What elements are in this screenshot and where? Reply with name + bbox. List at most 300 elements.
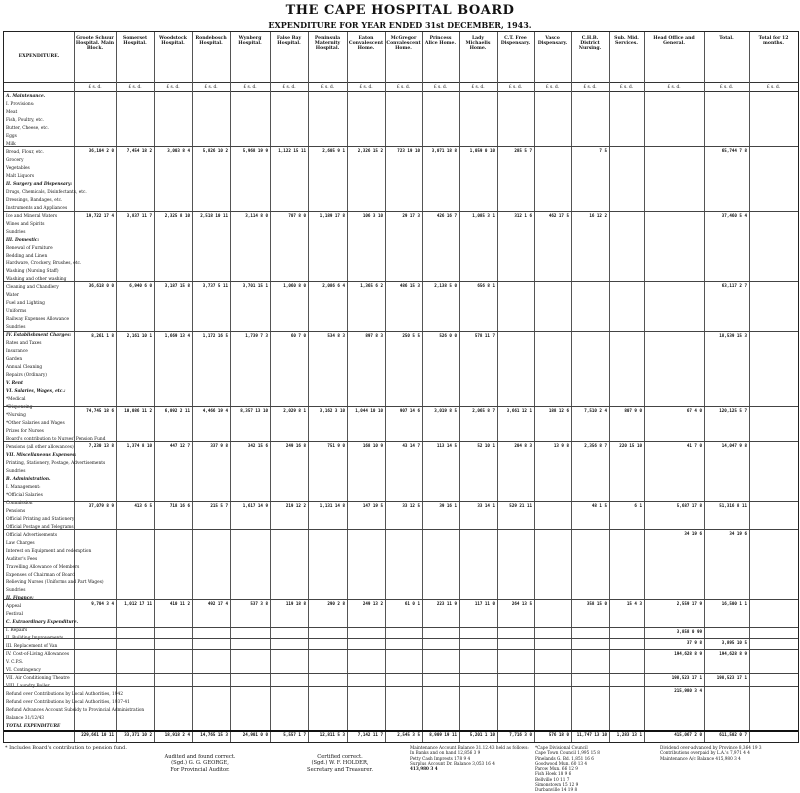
subtotal-cell: 1,283 13 1 <box>616 732 642 737</box>
subtotal-cell: 61 0 1 <box>404 601 420 606</box>
subtotal-cell: 34 19 6 <box>684 531 702 536</box>
subtotal-cell: 41 7 0 <box>686 443 702 448</box>
row-label: Interest on Equipment and redemption <box>6 548 92 554</box>
subtotal-cell: 413 6 5 <box>134 503 152 508</box>
balance-note-item: Surplus Account Dr. Balance 3,053 16 4 <box>410 760 495 766</box>
column-divider <box>308 32 309 742</box>
subtotal-rule <box>4 501 798 502</box>
column-header: Vasco Dispensary. <box>537 36 568 47</box>
subtotal-cell: 447 12 7 <box>169 443 190 448</box>
unit-label: £ s. d. <box>471 85 485 90</box>
column-header: Total for 12 months. <box>758 36 789 47</box>
row-label: Festival <box>6 612 23 618</box>
subtotal-cell: 1,172 16 5 <box>202 333 228 338</box>
subtotal-cell: 537 3 8 <box>250 601 268 606</box>
subtotal-cell: 74,745 18 6 <box>86 408 114 413</box>
row-label: IV. Establishment Charges: <box>6 333 72 339</box>
unit-label: £ s. d. <box>667 85 681 90</box>
subtotal-cell: 119 18 8 <box>285 601 306 606</box>
right-notes <box>660 745 795 761</box>
certified-block <box>275 754 405 773</box>
row-label: Official Advertisements <box>6 532 58 538</box>
row-label: Washing and other washing <box>6 277 67 283</box>
cpd-note-item: Simonstown 15 12 9 <box>535 782 579 788</box>
subtotal-cell: 2,559 17 9 <box>676 601 702 606</box>
row-label: Law Charges <box>6 540 35 546</box>
row-label: Fuel and Lighting <box>6 301 45 307</box>
column-divider <box>459 32 460 742</box>
subtotal-cell: 718 16 6 <box>169 503 190 508</box>
subtotal-cell: 198,523 17 1 <box>716 675 747 680</box>
row-label: A. Maintenance. <box>6 94 46 99</box>
row-label: Repairs (Ordinary) <box>6 373 47 379</box>
row-label: *Official Salaries <box>6 492 43 498</box>
unit-label: £ s. d. <box>88 85 102 90</box>
subtotal-cell: 106 3 10 <box>362 213 383 218</box>
column-divider <box>74 32 75 742</box>
row-label: III. Domestic: <box>6 237 40 243</box>
subtotal-cell: 1,059 0 10 <box>469 148 495 153</box>
column-header: C.H.B. District Nursing. <box>578 36 602 52</box>
row-label: Butter, Cheese, etc. <box>6 125 49 131</box>
right-note-line-3: Maintenance A/c Balance 415,980 3 4 <box>660 755 741 761</box>
subtotal-cell: 33 12 5 <box>402 503 420 508</box>
subtotal-cell: 1,669 13 4 <box>164 333 190 338</box>
column-header: McGregor Convalescent Home. <box>386 36 421 52</box>
unit-label: £ s. d. <box>204 85 218 90</box>
row-label: Sundries <box>6 588 26 594</box>
subtotal-rule <box>4 281 798 282</box>
column-header: EXPENDITURE. <box>18 54 60 59</box>
subtotal-cell: 807 9 0 <box>624 408 642 413</box>
subtotal-cell: 1,131 14 8 <box>319 503 345 508</box>
row-label: Malt Liquors <box>6 173 35 179</box>
subtotal-cell: 3,837 11 7 <box>126 213 152 218</box>
subtotal-cell: 36,104 2 0 <box>88 148 114 153</box>
column-divider <box>497 32 498 742</box>
column-divider <box>749 32 750 742</box>
subtotal-cell: 8,357 13 10 <box>240 408 268 413</box>
row-label: V. Rent <box>6 381 23 387</box>
subtotal-cell: 312 1 6 <box>514 213 532 218</box>
balance-note-item: In Banks and on hand 12,856 3 9 <box>410 750 481 756</box>
subtotal-cell: 534 8 3 <box>327 333 345 338</box>
row-label: *Other Salaries and Wages <box>6 420 65 426</box>
row-label: Pensions (all other allowances) <box>6 444 74 450</box>
row-label: Sundries <box>6 468 26 474</box>
right-note-line-1: Dividend over-advanced by Province 8,364 19 3 <box>660 745 762 750</box>
column-header: Lady Michaelis Home. <box>465 36 491 52</box>
subtotal-cell: 529 21 11 <box>509 503 532 508</box>
audit-line-3: For Provincial Auditor. <box>170 766 230 773</box>
subtotal-cell: 2,325 8 10 <box>164 213 190 218</box>
subtotal-cell: 1,085 3 1 <box>472 213 495 218</box>
subtotal-cell: 13 9 8 <box>553 443 569 448</box>
column-divider <box>385 32 386 742</box>
row-label: Balance 31/12/43 <box>6 716 45 722</box>
row-label: Appeal <box>6 604 22 610</box>
unit-label: £ s. d. <box>719 85 734 90</box>
certified-line-3: Secretary and Treasurer. <box>307 766 373 773</box>
subtotal-cell: 6,092 2 11 <box>164 408 190 413</box>
unit-label: £ s. d. <box>508 85 523 90</box>
subtotal-cell: 4,466 19 4 <box>202 408 228 413</box>
row-label: Sundries <box>6 325 26 331</box>
subtotal-cell: 168 10 9 <box>362 443 383 448</box>
subtotal-cell: 1,365 6 2 <box>360 283 383 288</box>
subtotal-cell: 1,012 17 11 <box>124 601 152 606</box>
row-label: Relieving Nurses (Uniforms and Part Wages) <box>6 580 104 586</box>
subtotal-cell: 358 15 0 <box>586 601 607 606</box>
column-divider <box>116 32 117 742</box>
subtotal-cell: 1,189 17 8 <box>319 213 345 218</box>
row-label: VII. Air Conditioning Theatre <box>6 676 70 682</box>
row-label: Grocery <box>6 157 24 163</box>
unit-label: £ s. d. <box>766 85 781 90</box>
column-header: False Bay Hospital. <box>276 36 302 47</box>
subtotal-cell: 526 0 0 <box>439 333 457 338</box>
row-label: Printing, Stationery, Postage, Advertisements <box>6 460 106 466</box>
cpd-note-item: Parow Mun. 66 12 9 <box>535 766 578 772</box>
balance-note-title: Maintenance Account Balance 31.12.43 held as follows: <box>410 745 529 750</box>
subtotal-cell: 249 16 8 <box>285 443 306 448</box>
right-note-line-2: Contributions overpaid by L.A.'s 7,971 4 4 <box>660 750 750 756</box>
row-label: Annual Cleaning <box>6 365 43 371</box>
subtotal-cell: 16 12 2 <box>589 213 607 218</box>
subtotal-cell: 6,940 6 0 <box>129 283 152 288</box>
subtotal-cell: 290 2 8 <box>327 601 345 606</box>
subtotal-cell: 194,628 8 9 <box>719 651 747 656</box>
cpd-note-item: Durbanville 14 19 8 <box>535 787 578 793</box>
row-label: Travelling Allowance of Members <box>6 564 80 570</box>
page-subtitle: EXPENDITURE FOR YEAR ENDED 31st DECEMBER, 1943. <box>268 20 532 30</box>
cpd-note-title: *Cape Divisional Council <box>535 745 588 750</box>
row-label: Hardware, Crockery, Brushes, etc. <box>6 261 82 267</box>
row-label: Bread, Flour, etc. <box>6 149 44 155</box>
subtotal-cell: 65,744 7 8 <box>721 148 747 153</box>
subtotal-cell: 188 12 6 <box>548 408 569 413</box>
row-label: II. Surgery and Dispensary: <box>6 181 73 187</box>
row-label: TOTAL EXPENDITURE <box>6 724 61 730</box>
column-divider <box>571 32 572 742</box>
column-divider <box>230 32 231 742</box>
unit-label: £ s. d. <box>359 85 373 90</box>
unit-label: £ s. d. <box>396 85 411 90</box>
row-label: Water <box>6 293 19 299</box>
subtotal-cell: 18,539 15 3 <box>719 333 747 338</box>
column-header: Peninsula Maternity Hospital. <box>314 36 341 52</box>
audit-block <box>130 754 270 773</box>
page-title: THE CAPE HOSPITAL BOARD <box>285 3 515 18</box>
subtotal-cell: 3,114 8 0 <box>245 213 268 218</box>
subtotal-cell: 897 8 3 <box>365 333 383 338</box>
row-label: *Medical <box>6 397 26 403</box>
subtotal-rule <box>4 406 798 407</box>
subtotal-cell: 7,142 11 7 <box>357 732 383 737</box>
row-label: Expenses of Chairman of Board <box>6 572 75 578</box>
subtotal-cell: 249 13 2 <box>362 601 383 606</box>
subtotal-cell: 14,047 9 8 <box>721 443 747 448</box>
subtotal-cell: 204 8 3 <box>514 443 532 448</box>
subtotal-cell: 7,510 2 4 <box>584 408 607 413</box>
unit-label: £ s. d. <box>320 85 335 90</box>
column-header: Wynberg Hospital. <box>238 36 262 47</box>
subtotal-cell: 264 13 5 <box>511 601 532 606</box>
subtotal-cell: 9,704 3 4 <box>91 601 114 606</box>
subtotal-cell: 7,230 13 8 <box>88 443 114 448</box>
subtotal-cell: 5,201 1 10 <box>469 732 495 737</box>
subtotal-cell: 3,187 15 8 <box>164 283 190 288</box>
subtotal-cell: 611,502 0 7 <box>719 732 747 737</box>
subtotal-cell: 3,737 5 11 <box>202 283 228 288</box>
column-divider <box>192 32 193 742</box>
row-label: Washing (Nursing Staff) <box>6 269 59 275</box>
row-label: VIII. Laundry Boiler <box>6 684 50 690</box>
subtotal-cell: 33,371 10 2 <box>124 732 152 737</box>
row-label: IV. Cost-of-Living Allowances <box>6 652 70 658</box>
subtotal-cell: 415,067 2 0 <box>674 732 702 737</box>
column-header: Groote Schuur Hospital. Main Block. <box>75 36 115 52</box>
row-label: I. Management: <box>6 484 41 490</box>
subtotal-cell: 43 14 7 <box>402 443 420 448</box>
subtotal-rule <box>4 146 798 147</box>
subtotal-cell: 7,716 3 0 <box>509 732 532 737</box>
column-header: Princess Alice Home. <box>424 36 457 47</box>
subtotal-cell: 723 19 10 <box>397 148 420 153</box>
row-label: VII. Miscellaneous Expenses: <box>6 452 77 458</box>
subtotal-cell: 147 19 5 <box>362 503 383 508</box>
subtotal-cell: 285 5 7 <box>514 148 532 153</box>
column-divider <box>270 32 271 742</box>
column-header: Head Office and General. <box>653 36 695 47</box>
row-label: Refund over Contributions by Local Authorities, 1942 <box>6 692 123 698</box>
row-label: VI. Contingency <box>6 668 41 674</box>
row-label: Uniforms <box>6 309 27 315</box>
subtotal-rule <box>4 441 798 442</box>
row-label: Auditor's Fees <box>6 556 38 562</box>
subtotal-rule <box>4 331 798 332</box>
unit-label: £ s. d. <box>545 85 560 90</box>
row-label: Pensions <box>6 508 26 514</box>
subtotal-rule <box>4 529 798 530</box>
row-label: Garden <box>6 357 23 363</box>
unit-label: £ s. d. <box>282 85 296 90</box>
row-label: Instruments and Appliances <box>6 205 68 211</box>
subtotal-cell: 36,618 0 0 <box>88 283 114 288</box>
subtotal-cell: 7 5 <box>599 148 607 153</box>
cpd-note-item: Fish Hoek 18 9 6 <box>535 771 572 777</box>
subtotal-cell: 37,079 8 9 <box>88 503 114 508</box>
row-label: Refund Advances Account Subsidy to Provincial Administration <box>6 708 145 714</box>
unit-label: £ s. d. <box>583 85 597 90</box>
subtotal-cell: 5,826 10 2 <box>202 148 228 153</box>
subtotal-cell: 16,500 1 1 <box>721 601 747 606</box>
column-divider <box>534 32 535 742</box>
row-label: I. Provisions: <box>6 101 35 107</box>
subtotal-cell: 11,747 13 10 <box>576 732 607 737</box>
unit-label: £ s. d. <box>619 85 634 90</box>
subtotal-cell: 7,454 18 2 <box>126 148 152 153</box>
row-label: Bedding and Linen <box>6 253 48 259</box>
subtotal-cell: 215,980 3 4 <box>674 688 702 693</box>
balance-note-item: Petty Cash Imprests 178 9 4 <box>410 755 471 761</box>
subtotal-cell: 337 9 8 <box>210 443 228 448</box>
unit-divider <box>4 91 798 92</box>
subtotal-cell: 37,460 5 4 <box>721 213 747 218</box>
cpd-note-item: Goodwood Mun. 60 13 4 <box>535 760 588 766</box>
column-header: C.T. Free Dispensary. <box>500 36 531 47</box>
subtotal-cell: 1,060 8 0 <box>283 283 306 288</box>
column-header: Rondebosch Hospital. <box>195 36 227 47</box>
subtotal-cell: 492 17 4 <box>207 601 228 606</box>
subtotal-cell: 198,523 17 1 <box>671 675 702 680</box>
column-divider <box>422 32 423 742</box>
row-label: Vegetables <box>6 165 30 171</box>
subtotal-cell: 410 11 2 <box>169 601 190 606</box>
subtotal-cell: 15 4 3 <box>626 601 642 606</box>
row-label: II. Finance: <box>6 596 34 602</box>
subtotal-cell: 1,122 15 11 <box>278 148 306 153</box>
row-label: V. C.P.S. <box>6 660 24 666</box>
row-label: Railway Expenses Allowance <box>6 317 70 323</box>
subtotal-cell: 486 15 3 <box>399 283 420 288</box>
subtotal-cell: 3,895 10 5 <box>721 640 747 645</box>
subtotal-rule <box>4 673 798 674</box>
unit-label: £ s. d. <box>433 85 448 90</box>
row-label: Ice and Mineral Waters <box>6 213 58 219</box>
row-label: Wines and Spirits <box>6 221 45 227</box>
subtotal-rule <box>4 211 798 212</box>
subtotal-cell: 223 11 9 <box>436 601 457 606</box>
subtotal-cell: 52 10 1 <box>477 443 495 448</box>
subtotal-cell: 6 1 <box>634 503 642 508</box>
cpd-note-item: Pinelands G. Bd. 1,851 16 6 <box>535 755 594 761</box>
subtotal-cell: 2,326 15 2 <box>357 148 383 153</box>
subtotal-cell: 18,918 2 4 <box>164 732 190 737</box>
subtotal-cell: 12,811 5 3 <box>319 732 345 737</box>
row-label: Meat <box>6 109 18 115</box>
subtotal-rule <box>4 627 798 628</box>
subtotal-cell: 426 16 7 <box>436 213 457 218</box>
subtotal-cell: 219 12 2 <box>285 503 306 508</box>
subtotal-cell: 8,909 19 11 <box>429 732 457 737</box>
row-label: Insurance <box>6 349 28 355</box>
subtotal-cell: 1,374 8 10 <box>126 443 152 448</box>
subtotal-cell: 2,605 9 1 <box>322 148 345 153</box>
subtotal-cell: 5,968 19 9 <box>242 148 268 153</box>
subtotal-cell: 462 17 5 <box>548 213 569 218</box>
cpd-note-item: Bellville 10 11 7 <box>535 776 570 782</box>
subtotal-cell: 2,065 8 7 <box>472 408 495 413</box>
subtotal-cell: 5,687 17 8 <box>676 503 702 508</box>
row-label: B. Administration. <box>6 476 51 482</box>
column-divider <box>154 32 155 742</box>
subtotal-cell: 2,518 10 11 <box>200 213 228 218</box>
subtotal-cell: 10,086 11 2 <box>124 408 152 413</box>
subtotal-cell: 29 17 3 <box>402 213 420 218</box>
row-label: Official Printing and Stationery <box>6 516 75 522</box>
row-label: I. Repairs <box>6 628 28 634</box>
balance-note <box>410 745 530 771</box>
unit-label: £ s. d. <box>128 85 142 90</box>
unit-label: £ s. d. <box>166 85 180 90</box>
subtotal-cell: 2,161 10 1 <box>126 333 152 338</box>
row-label: Refund over Contributions by Local Authorities, 1937-41 <box>6 700 130 706</box>
subtotal-cell: 120,125 5 7 <box>719 408 747 413</box>
row-label: C. Extraordinary Expenditure. <box>6 620 79 626</box>
row-label: Commission <box>6 500 33 506</box>
row-label: Sundries <box>6 229 26 235</box>
subtotal-cell: 63,117 2 7 <box>721 283 747 288</box>
subtotal-cell: 250 5 5 <box>402 333 420 338</box>
row-label: Cleaning and Chandlery <box>6 285 59 291</box>
subtotal-cell: 19,722 17 4 <box>86 213 114 218</box>
subtotal-cell: 3,019 8 5 <box>434 408 457 413</box>
subtotal-cell: 24,901 0 0 <box>242 732 268 737</box>
subtotal-cell: 5,557 1 7 <box>283 732 306 737</box>
unit-label: £ s. d. <box>243 85 257 90</box>
row-label: Board's contribution to Nurses' Pension Fund <box>6 436 106 442</box>
row-label: III. Replacement of Van <box>6 644 58 650</box>
certified-line-2: (Sgd.) W. F. HOLDER, <box>311 760 369 767</box>
subtotal-cell: 1,739 7 3 <box>245 333 268 338</box>
row-label: Rates and Taxes <box>6 341 42 347</box>
subtotal-cell: 2,545 3 5 <box>397 732 420 737</box>
subtotal-cell: 34 19 6 <box>729 531 747 536</box>
subtotal-cell: 578 11 7 <box>474 333 495 338</box>
subtotal-cell: 707 8 0 <box>288 213 306 218</box>
row-label: *Nursing <box>6 413 26 418</box>
row-label: Fish, Poultry, etc. <box>6 117 44 123</box>
subtotal-cell: 1,044 10 10 <box>355 408 383 413</box>
subtotal-cell: 67 4 0 <box>686 408 702 413</box>
subtotal-cell: 37 9 8 <box>686 640 702 645</box>
subtotal-cell: 194,628 8 9 <box>674 651 702 656</box>
column-divider <box>347 32 348 742</box>
subtotal-cell: 3,003 8 4 <box>167 148 190 153</box>
column-header: Somerset Hospital. <box>122 36 148 47</box>
column-divider <box>609 32 610 742</box>
balance-note-total: 413,980 3 4 <box>410 766 438 772</box>
subtotal-rule <box>4 649 798 650</box>
subtotal-cell: 656 8 1 <box>477 283 495 288</box>
subtotal-cell: 342 15 6 <box>247 443 268 448</box>
footnote: * Includes Board's contribution to pension fund. <box>5 745 127 751</box>
column-divider <box>644 32 645 742</box>
subtotal-cell: 2,086 6 4 <box>322 283 345 288</box>
cpd-note-item: Cape Town Council 1,995 15 8 <box>535 750 600 756</box>
audit-line-2: (Sgd.) G. G. GEORGE, <box>171 760 229 767</box>
subtotal-cell: 220 15 10 <box>619 443 642 448</box>
row-label: Official Postage and Telegrams <box>6 524 74 530</box>
subtotal-cell: 751 9 0 <box>327 443 345 448</box>
subtotal-cell: 229,661 10 11 <box>81 732 114 737</box>
subtotal-cell: 51,316 8 11 <box>719 503 747 508</box>
subtotal-cell: 3,858 0 99 <box>676 629 702 634</box>
subtotal-cell: 907 14 6 <box>399 408 420 413</box>
subtotal-cell: 60 7 0 <box>290 333 306 338</box>
certified-line-1: Certified correct. <box>317 754 363 760</box>
column-header: Sub. Mid. Services. <box>614 36 639 47</box>
subtotal-cell: 3,071 18 8 <box>431 148 457 153</box>
subtotal-rule <box>4 599 798 600</box>
row-label: Renewal of Furniture <box>6 245 53 251</box>
row-label: *Dispensing <box>6 405 33 411</box>
subtotal-cell: 39 16 1 <box>439 503 457 508</box>
column-header: Eaton Convalescent Home. <box>348 36 384 52</box>
row-label: Prizes for Nurses <box>6 428 44 434</box>
subtotal-cell: 2,029 8 1 <box>283 408 306 413</box>
